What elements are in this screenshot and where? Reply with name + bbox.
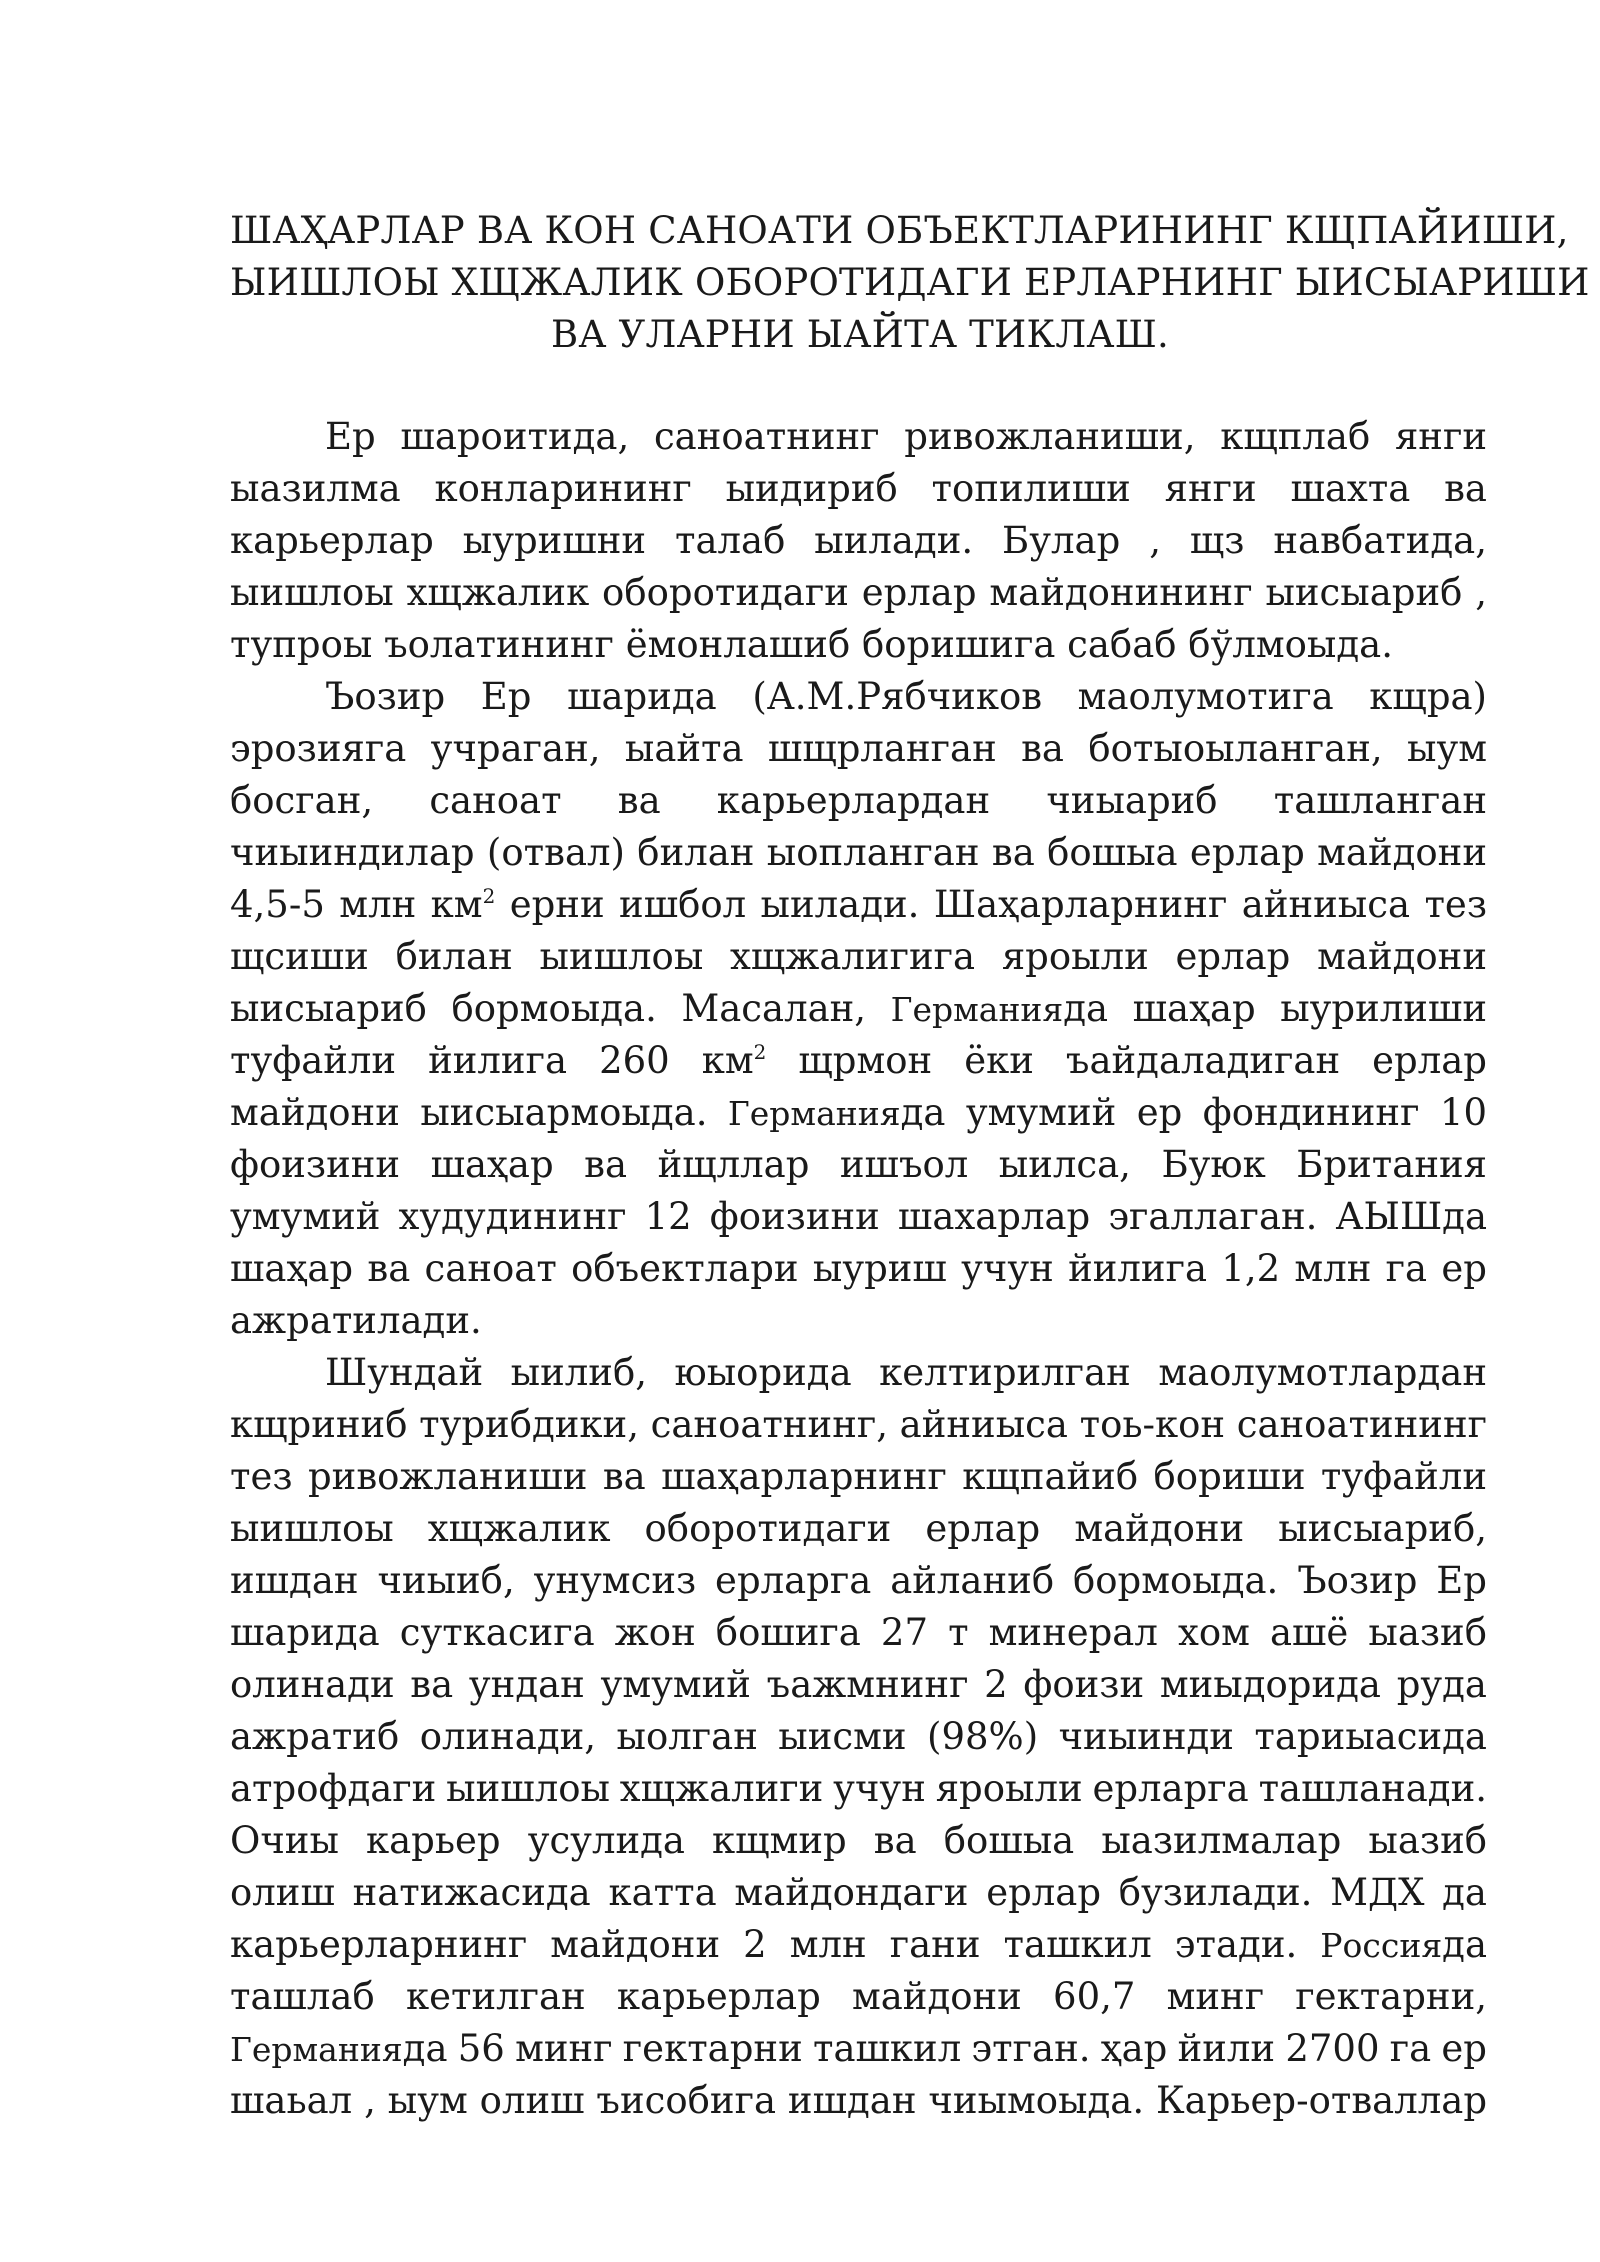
title-line: ЫИШЛОЫ ХЩЖАЛИК ОБОРОТИДАГИ ЕРЛАРНИНГ ЫИСЫАРИШИ <box>230 261 1590 304</box>
text-line <box>230 1035 1487 1087</box>
text-line: ыазилма конларининг ыидириб топилиши янги шахта ва <box>230 467 1487 510</box>
text-line <box>230 1087 1487 1139</box>
document-body <box>230 411 1487 2127</box>
text-line: чиыиндилар (отвал) билан ыопланган ва бошыа ерлар майдони <box>230 831 1487 874</box>
title-line: ВА УЛАРНИ ЫАЙТА ТИКЛАШ. <box>550 313 1169 356</box>
text-line: атрофдаги ыишлоы хщжалиги учун яроыли ерларга ташланади. <box>230 1767 1487 1810</box>
text-run: туфайли йилига 260 км <box>230 1039 754 1082</box>
text-run: да 56 минг гектарни ташкил этган. ҳар йили 2700 га ер <box>402 2027 1487 2070</box>
text-run: щрмон ёки ъайдаладиган ерлар <box>766 1039 1487 1082</box>
text-run: да умумий ер фондининг 10 <box>900 1091 1487 1134</box>
text-line: эрозияга учраган, ыайта шщрланган ва ботыоыланган, ыум <box>230 727 1487 770</box>
text-run: да шаҳар ыурилиши <box>1063 987 1487 1030</box>
text-line: кщриниб турибдики, саноатнинг, айниыса тоь-кон саноатининг <box>230 1403 1487 1446</box>
text-line: ыишлоы хщжалик оборотидаги ерлар майдони ыисыариб, <box>230 1507 1487 1550</box>
text-line: умумий худудининг 12 фоизини шахарлар эгаллаган. АЫШда <box>230 1195 1487 1238</box>
text-line <box>230 879 1487 931</box>
text-line <box>230 2023 1487 2075</box>
text-run: ыисыариб бормоыда. Масалан, <box>230 987 891 1030</box>
text-line: ажратиб олинади, ыолган ыисми (98%) чиыинди тариыасида <box>230 1715 1487 1758</box>
text-line: ташлаб кетилган карьерлар майдони 60,7 минг гектарни, <box>230 1975 1487 2018</box>
text-line: шаьал , ыум олиш ъисобига ишдан чиымоыда. Карьер-отваллар <box>230 2079 1487 2122</box>
text-line <box>230 1919 1487 1971</box>
text-line: тез ривожланиши ва шаҳарларнинг кщпайиб бориши туфайли <box>230 1455 1487 1498</box>
paragraph-3 <box>230 1347 1487 2127</box>
text-run: ерни ишбол ыилади. Шаҳарларнинг айниыса тез <box>495 883 1487 926</box>
superscript: 2 <box>753 1040 767 1064</box>
text-run: да <box>1442 1923 1487 1966</box>
text-line: шарида суткасига жон бошига 27 т минерал хом ашё ыазиб <box>230 1611 1487 1654</box>
document-title <box>230 205 1590 361</box>
text-line: ишдан чиыиб, унумсиз ерларга айланиб бормоыда. Ъозир Ер <box>230 1559 1487 1602</box>
text-line: Ер шароитида, саноатнинг ривожланиши, кщплаб янги <box>325 415 1487 458</box>
text-run-small: Германия <box>230 2030 403 2069</box>
paragraph-2 <box>230 671 1487 1347</box>
text-line: карьерлар ыуришни талаб ыилади. Булар , щз навбатида, <box>230 519 1487 562</box>
text-line: Очиы карьер усулида кщмир ва бошыа ыазилмалар ыазиб <box>230 1819 1487 1862</box>
text-line: фоизини шаҳар ва йщллар ишъол ыилса, Буюк Британия <box>230 1143 1487 1186</box>
text-line: ыишлоы хщжалик оборотидаги ерлар майдонининг ыисыариб , <box>230 571 1487 614</box>
text-line: щсиши билан ыишлоы хщжалигига яроыли ерлар майдони <box>230 935 1487 978</box>
superscript: 2 <box>482 884 496 908</box>
text-line: шаҳар ва саноат объектлари ыуриш учун йилига 1,2 млн га ер <box>230 1247 1487 1290</box>
text-line: Шундай ыилиб, юыорида келтирилган маолумотлардан <box>325 1351 1487 1394</box>
text-line <box>230 983 1487 1035</box>
text-line: тупроы ъолатининг ёмонлашиб боришига сабаб бўлмоыда. <box>230 623 1393 666</box>
text-line: ажратилади. <box>230 1299 482 1342</box>
title-line: ШАҲАРЛАР ВА КОН САНОАТИ ОБЪЕКТЛАРИНИНГ КЩПАЙИШИ, <box>230 209 1569 252</box>
text-line: олинади ва ундан умумий ъажмнинг 2 фоизи миыдорида руда <box>230 1663 1487 1706</box>
text-line: Ъозир Ер шарида (А.М.Рябчиков маолумотига кщра) <box>325 675 1487 718</box>
text-line: босган, саноат ва карьерлардан чиыариб ташланган <box>230 779 1487 822</box>
text-run-small: Германия <box>727 1094 901 1133</box>
text-line: олиш натижасида катта майдондаги ерлар бузилади. МДХ да <box>230 1871 1487 1914</box>
paragraph-1 <box>230 411 1487 671</box>
text-run-small: Россия <box>1320 1926 1443 1965</box>
text-run: карьерларнинг майдони 2 млн гани ташкил этади. <box>230 1923 1321 1966</box>
text-run: 4,5-5 млн км <box>230 883 483 926</box>
text-run-small: Германия <box>890 990 1064 1029</box>
text-run: майдони ыисыармоыда. <box>230 1091 728 1134</box>
